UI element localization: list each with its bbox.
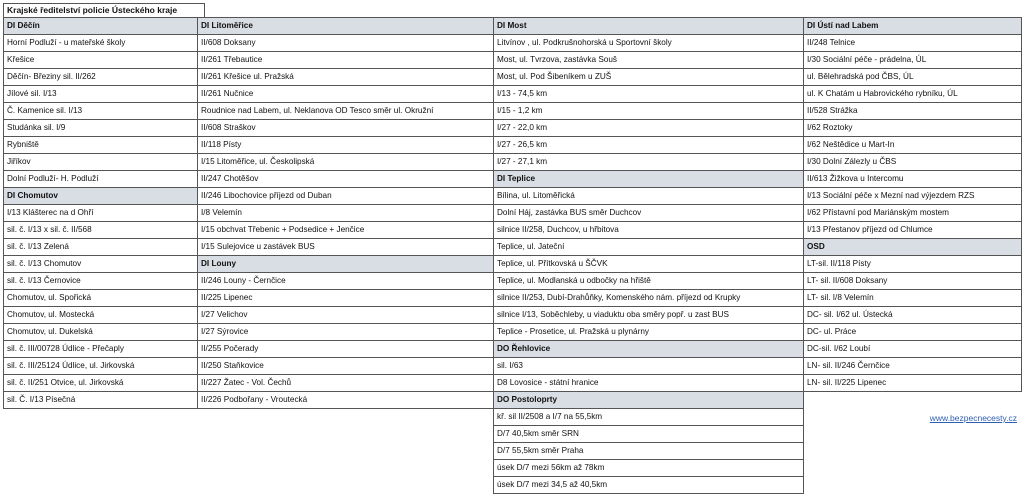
table-row — [4, 171, 1022, 188]
section-header: DI Louny — [198, 256, 494, 273]
location-cell: Most, ul. Tvrzova, zastávka Souš — [494, 52, 804, 69]
location-cell: Chomutov, ul. Dukelská — [4, 324, 198, 341]
location-cell: D8 Lovosice - státní hranice — [494, 375, 804, 392]
location-cell: Děčín- Březiny sil. II/262 — [4, 69, 198, 86]
location-cell: I/15 obchvat Třebenic + Podsedice + Jenčice — [198, 222, 494, 239]
table-row — [4, 18, 1022, 35]
location-cell: DC- ul. Práce — [804, 324, 1022, 341]
location-cell: Horní Podluží - u mateřské školy — [4, 35, 198, 52]
section-header: DO Postoloprty — [494, 392, 804, 409]
location-cell: sil. č. II/251 Otvice, ul. Jirkovská — [4, 375, 198, 392]
location-cell: úsek D/7 mezi 34,5 až 40,5km — [494, 477, 804, 494]
location-cell: II/250 Staňkovice — [198, 358, 494, 375]
location-cell: I/15 Sulejovice u zastávek BUS — [198, 239, 494, 256]
location-cell: Teplice, ul. Přítkovská u ŠČVK — [494, 256, 804, 273]
empty-cell — [198, 477, 494, 494]
section-header: DI Most — [494, 18, 804, 35]
section-header: DO Řehlovice — [494, 341, 804, 358]
section-header: OSD — [804, 239, 1022, 256]
location-cell: II/608 Doksany — [198, 35, 494, 52]
location-cell: Roudnice nad Labem, ul. Neklanova OD Tesco směr ul. Okružní — [198, 103, 494, 120]
page-title: Krajské ředitelství policie Ústeckého kraje — [3, 3, 205, 18]
table-row — [4, 392, 1022, 409]
table-row — [4, 103, 1022, 120]
location-cell: DC-sil. I/62 Loubí — [804, 341, 1022, 358]
location-cell: I/27 - 22,0 km — [494, 120, 804, 137]
table-row — [4, 290, 1022, 307]
table-row — [4, 86, 1022, 103]
empty-cell — [804, 392, 1022, 409]
location-cell: Teplice, ul. Modlanská u odbočky na hřiště — [494, 273, 804, 290]
location-cell: ul. K Chatám u Habrovického rybníku, ÚL — [804, 86, 1022, 103]
location-cell: silnice I/13, Soběchleby, u viaduktu oba směry popř. u zast BUS — [494, 307, 804, 324]
location-cell: I/13 Klášterec na d Ohří — [4, 205, 198, 222]
empty-cell — [4, 409, 198, 426]
location-cell: Křešice — [4, 52, 198, 69]
location-cell: sil. č. I/13 x sil. č. II/568 — [4, 222, 198, 239]
table-row — [4, 222, 1022, 239]
table-row — [4, 409, 1022, 426]
table-row — [4, 443, 1022, 460]
empty-cell — [198, 426, 494, 443]
table-row — [4, 154, 1022, 171]
empty-cell — [4, 443, 198, 460]
empty-cell — [198, 460, 494, 477]
location-cell: II/528 Strážka — [804, 103, 1022, 120]
empty-cell — [4, 460, 198, 477]
location-cell: Chomutov, ul. Spořická — [4, 290, 198, 307]
location-cell: Studánka sil. I/9 — [4, 120, 198, 137]
location-cell: Litvínov , ul. Podkrušnohorská u Sportovní školy — [494, 35, 804, 52]
location-cell: II/608 Straškov — [198, 120, 494, 137]
location-cell: II/227 Žatec - Vol. Čechů — [198, 375, 494, 392]
traffic-control-table — [3, 17, 1022, 494]
location-cell: I/62 Přístavní pod Mariánským mostem — [804, 205, 1022, 222]
empty-cell — [804, 477, 1022, 494]
table-row — [4, 137, 1022, 154]
location-cell: Č. Kamenice sil. I/13 — [4, 103, 198, 120]
location-cell: I/15 - 1,2 km — [494, 103, 804, 120]
location-cell: II/246 Libochovice příjezd od Duban — [198, 188, 494, 205]
table-row — [4, 188, 1022, 205]
location-cell: I/30 Sociální péče - prádelna, ÚL — [804, 52, 1022, 69]
table-row — [4, 358, 1022, 375]
location-cell: LN- sil. II/246 Černčice — [804, 358, 1022, 375]
location-cell: silnice II/258, Duchcov, u hřbitova — [494, 222, 804, 239]
location-cell: I/30 Dolní Zálezly u ČBS — [804, 154, 1022, 171]
location-cell: LN- sil. II/225 Lipenec — [804, 375, 1022, 392]
table-row — [4, 307, 1022, 324]
location-cell: I/27 - 26,5 km — [494, 137, 804, 154]
section-header: DI Chomutov — [4, 188, 198, 205]
location-cell: Teplice, ul. Jateční — [494, 239, 804, 256]
table-row — [4, 273, 1022, 290]
location-cell: II/255 Počerady — [198, 341, 494, 358]
location-cell: Teplice - Prosetice, ul. Pražská u plynárny — [494, 324, 804, 341]
location-cell: I/13 - 74,5 km — [494, 86, 804, 103]
website-link[interactable]: www.bezpecnecesty.cz — [929, 413, 1017, 423]
location-cell: sil. č. I/13 Chomutov — [4, 256, 198, 273]
table-row — [4, 120, 1022, 137]
location-cell: Jílové sil. I/13 — [4, 86, 198, 103]
table-row — [4, 460, 1022, 477]
empty-cell — [804, 443, 1022, 460]
location-cell: DC- sil. I/62 ul. Ústecká — [804, 307, 1022, 324]
table-row — [4, 477, 1022, 494]
empty-cell — [198, 409, 494, 426]
empty-cell — [804, 426, 1022, 443]
location-cell: kř. sil II/2508 a I/7 na 55,5km — [494, 409, 804, 426]
location-cell: sil. Č. I/13 Písečná — [4, 392, 198, 409]
table-row — [4, 341, 1022, 358]
empty-cell — [4, 426, 198, 443]
location-cell: I/27 Velichov — [198, 307, 494, 324]
empty-cell — [198, 443, 494, 460]
empty-cell — [804, 460, 1022, 477]
location-cell: sil. č. I/13 Černovice — [4, 273, 198, 290]
location-cell: II/247 Chotěšov — [198, 171, 494, 188]
location-cell: Bílina, ul. Litoměřická — [494, 188, 804, 205]
location-cell: LT- sil. I/8 Velemín — [804, 290, 1022, 307]
section-header: DI Teplice — [494, 171, 804, 188]
location-cell: Jiříkov — [4, 154, 198, 171]
section-header: DI Děčín — [4, 18, 198, 35]
table-row — [4, 426, 1022, 443]
location-cell: I/15 Litoměřice, ul. Českolipská — [198, 154, 494, 171]
location-cell: úsek D/7 mezi 56km až 78km — [494, 460, 804, 477]
table-row — [4, 69, 1022, 86]
location-cell: I/62 Roztoky — [804, 120, 1022, 137]
location-cell: D/7 55,5km směr Praha — [494, 443, 804, 460]
section-header: DI Ústí nad Labem — [804, 18, 1022, 35]
location-cell: silnice II/253, Dubí-Drahůňky, Komenského nám. příjezd od Krupky — [494, 290, 804, 307]
table-row — [4, 324, 1022, 341]
location-cell: II/261 Nučnice — [198, 86, 494, 103]
location-cell: I/13 Sociální péče x Mezní nad výjezdem RZS — [804, 188, 1022, 205]
location-cell: Rybniště — [4, 137, 198, 154]
location-cell: I/62 Neštědice u Mart-In — [804, 137, 1022, 154]
location-cell: II/226 Podbořany - Vroutecká — [198, 392, 494, 409]
table-row — [4, 239, 1022, 256]
empty-cell — [4, 477, 198, 494]
location-cell: I/13 Přestanov příjezd od Chlumce — [804, 222, 1022, 239]
location-cell: II/613 Žižkova u Intercomu — [804, 171, 1022, 188]
location-cell: sil. č. III/00728 Údlice - Přečaply — [4, 341, 198, 358]
location-cell: sil. č. III/25124 Údlice, ul. Jirkovská — [4, 358, 198, 375]
table-row — [4, 205, 1022, 222]
location-cell: Most, ul. Pod Šibeníkem u ZUŠ — [494, 69, 804, 86]
location-cell: II/261 Křešice ul. Pražská — [198, 69, 494, 86]
location-cell: I/27 Sýrovice — [198, 324, 494, 341]
location-cell: ul. Bělehradská pod ČBS, ÚL — [804, 69, 1022, 86]
table-row — [4, 35, 1022, 52]
location-cell: I/27 - 27,1 km — [494, 154, 804, 171]
location-cell: Chomutov, ul. Mostecká — [4, 307, 198, 324]
location-cell: sil. č. I/13 Zelená — [4, 239, 198, 256]
location-cell: LT- sil. II/608 Doksany — [804, 273, 1022, 290]
table-row — [4, 256, 1022, 273]
location-cell: D/7 40,5km směr SRN — [494, 426, 804, 443]
location-cell: II/225 Lipenec — [198, 290, 494, 307]
location-cell: Dolní Podluží- H. Podluží — [4, 171, 198, 188]
location-cell: LT-sil. II/118 Písty — [804, 256, 1022, 273]
table-row — [4, 375, 1022, 392]
table-row — [4, 52, 1022, 69]
location-cell: sil. I/63 — [494, 358, 804, 375]
location-cell: II/246 Louny - Černčice — [198, 273, 494, 290]
section-header: DI Litoměřice — [198, 18, 494, 35]
location-cell: II/118 Písty — [198, 137, 494, 154]
location-cell: I/8 Velemín — [198, 205, 494, 222]
location-cell: II/261 Třebautice — [198, 52, 494, 69]
location-cell: Dolní Háj, zastávka BUS směr Duchcov — [494, 205, 804, 222]
location-cell: II/248 Telnice — [804, 35, 1022, 52]
